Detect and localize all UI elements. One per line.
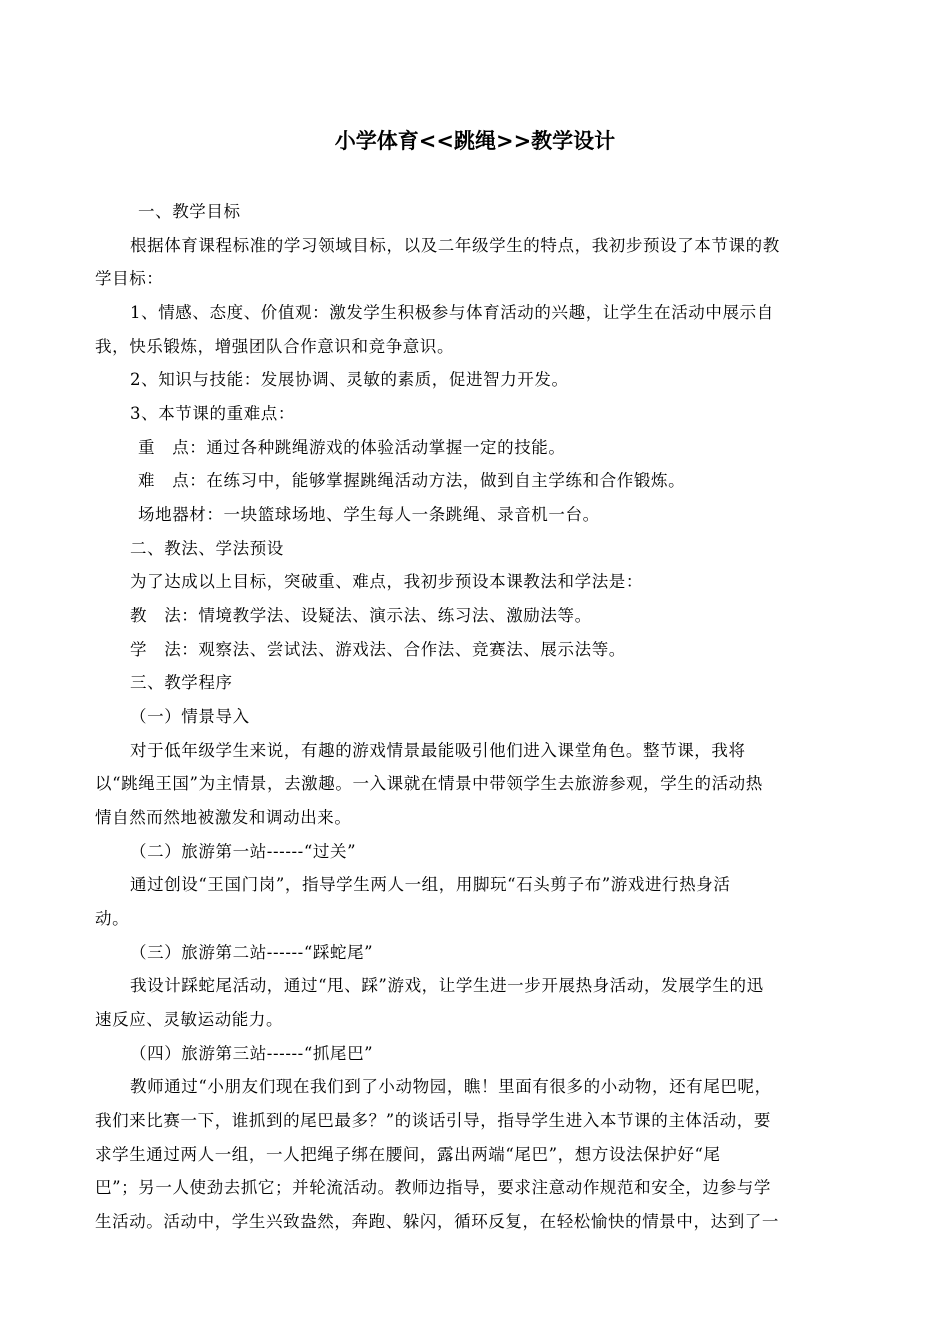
subsection-heading: （四）旅游第三站------“抓尾巴” [130, 1044, 374, 1063]
paragraph-line: 学目标： [95, 269, 164, 288]
subsection-heading: （三）旅游第二站------“踩蛇尾” [130, 943, 374, 962]
paragraph-line: 为了达成以上目标，突破重、难点，我初步预设本课教法和学法是： [130, 572, 643, 591]
paragraph-line: 重 点：通过各种跳绳游戏的体验活动掌握一定的技能。 [138, 438, 566, 457]
paragraph-line: 学 法：观察法、尝试法、游戏法、合作法、竞赛法、展示法等。 [130, 640, 626, 659]
paragraph-line: 以“跳绳王国”为主情景，去激趣。一入课就在情景中带领学生去旅游参观，学生的活动热 [95, 774, 763, 793]
paragraph-line: 1、情感、态度、价值观：激发学生积极参与体育活动的兴趣，让学生在活动中展示自 [130, 303, 774, 322]
paragraph-line: 动。 [95, 909, 130, 928]
paragraph-line: 情自然而然地被激发和调动出来。 [95, 808, 352, 827]
paragraph-line: 巴”；另一人使劲去抓它；并轮流活动。教师边指导，要求注意动作规范和安全，边参与学 [95, 1178, 771, 1197]
subsection-heading: （一）情景导入 [130, 707, 250, 726]
paragraph-line: 生活动。活动中，学生兴致盎然，奔跑、躲闪，循环反复，在轻松愉快的情景中，达到了一 [95, 1212, 779, 1231]
paragraph-line: 我们来比赛一下，谁抓到的尾巴最多？”的谈话引导，指导学生进入本节课的主体活动，要 [95, 1111, 771, 1130]
paragraph-line: 教师通过“小朋友们现在我们到了小动物园，瞧！里面有很多的小动物，还有尾巴呢， [130, 1077, 772, 1096]
paragraph-line: 我设计踩蛇尾活动，通过“甩、踩”游戏，让学生进一步开展热身活动，发展学生的迅 [130, 976, 764, 995]
paragraph-line: 3、本节课的重难点： [130, 404, 295, 423]
paragraph-line: 教 法：情境教学法、设疑法、演示法、练习法、激励法等。 [130, 606, 592, 625]
subsection-heading: （二）旅游第一站------“过关” [130, 842, 357, 861]
document-title: 小学体育<<跳绳>>教学设计 [334, 129, 616, 153]
paragraph-line: 我，快乐锻炼，增强团队合作意识和竞争意识。 [95, 337, 455, 356]
paragraph-line: 速反应、灵敏运动能力。 [95, 1010, 284, 1029]
paragraph-line: 场地器材：一块篮球场地、学生每人一条跳绳、录音机一台。 [138, 505, 600, 524]
section-heading: 一、教学目标 [138, 202, 241, 221]
paragraph-line: 对于低年级学生来说，有趣的游戏情景最能吸引他们进入课堂角色。整节课，我将 [130, 741, 746, 760]
paragraph-line: 2、知识与技能：发展协调、灵敏的素质，促进智力开发。 [130, 370, 569, 389]
paragraph-line: 根据体育课程标准的学习领域目标，以及二年级学生的特点，我初步预设了本节课的教 [130, 236, 780, 255]
section-heading: 三、教学程序 [130, 673, 233, 692]
paragraph-line: 通过创设“王国门岗”，指导学生两人一组，用脚玩“石头剪子布”游戏进行热身活 [130, 875, 731, 894]
section-heading: 二、教法、学法预设 [130, 539, 284, 558]
paragraph-line: 求学生通过两人一组，一人把绳子绑在腰间，露出两端“尾巴”，想方设法保护好“尾 [95, 1145, 721, 1164]
paragraph-line: 难 点：在练习中，能够掌握跳绳活动方法，做到自主学练和合作锻炼。 [138, 471, 686, 490]
